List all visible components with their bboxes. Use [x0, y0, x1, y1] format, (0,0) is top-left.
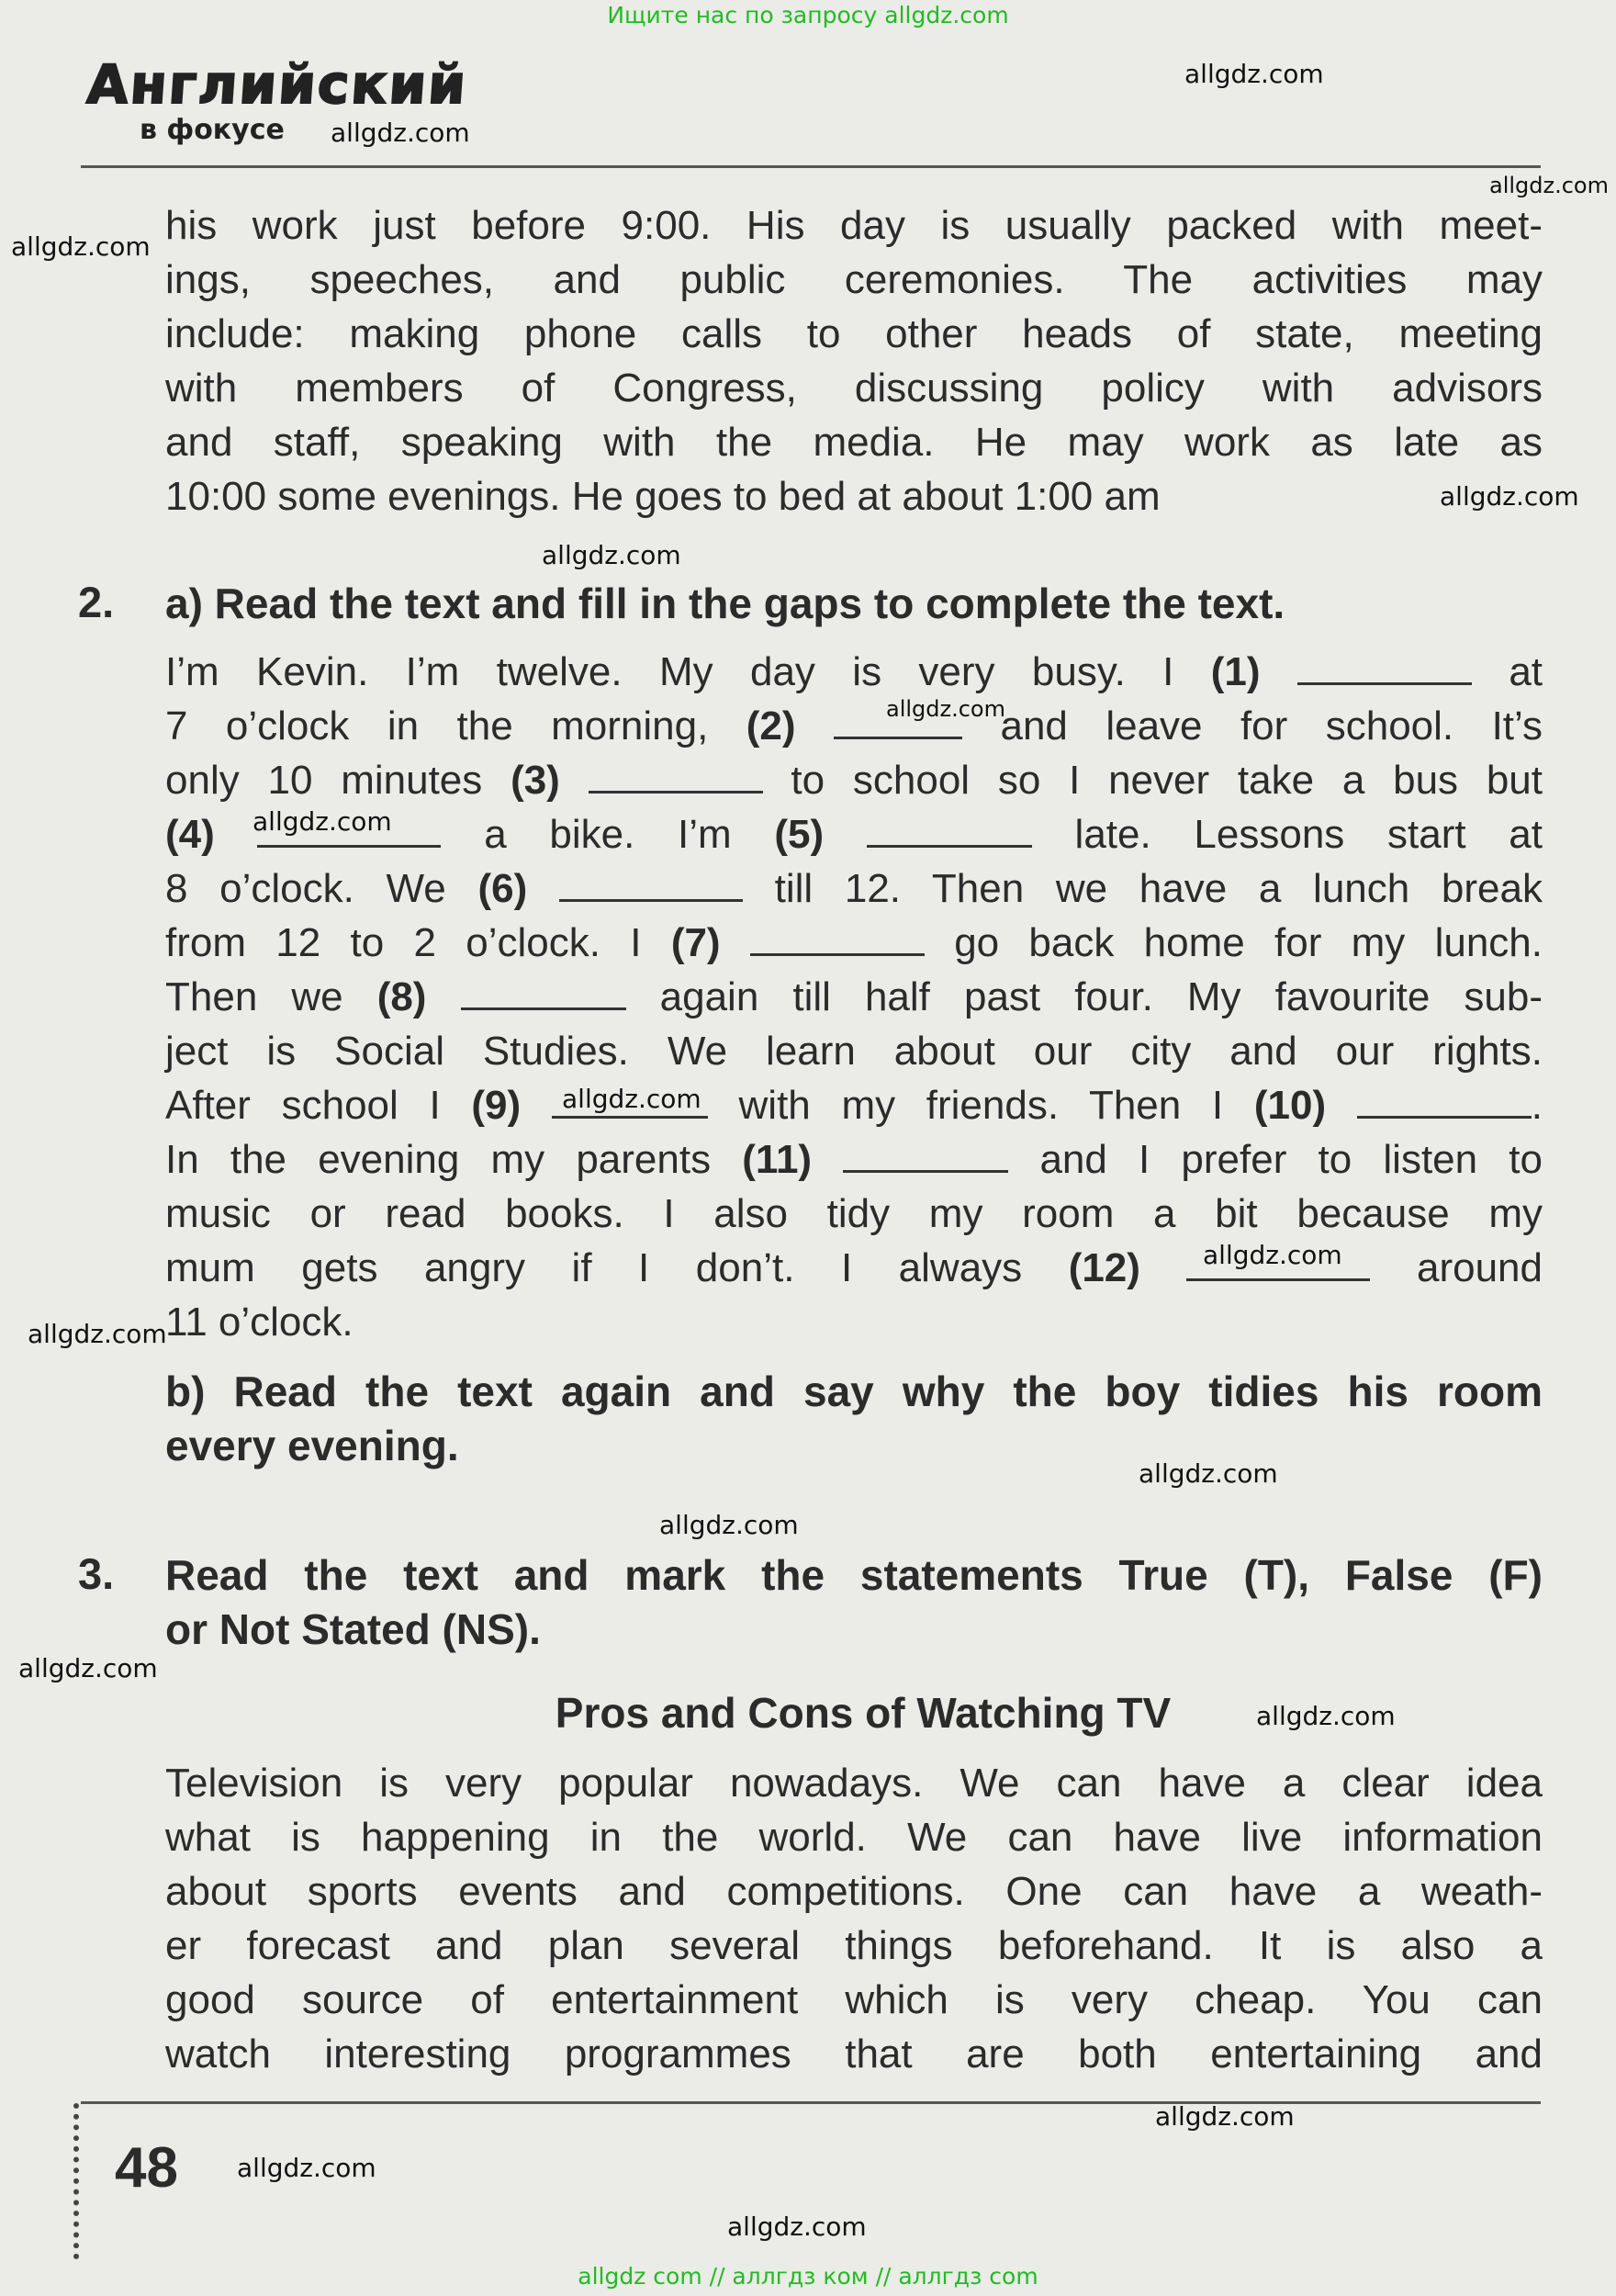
watermark: allgdz.com [331, 118, 470, 148]
task-2a-instruction: a) Read the text and fill in the gaps to complete the text. [165, 580, 1285, 627]
text-line: and staff, speaking with the media. He may work as late as [165, 420, 1543, 465]
task-2b-instruction: every evening. [165, 1422, 459, 1469]
text-line: Then we (8) again till half past four. My favourite sub- [165, 970, 1543, 1024]
page-number: 48 [115, 2136, 178, 2200]
watermark: allgdz.com [1256, 1701, 1396, 1731]
text-line: Television is very popular nowadays. We can have a clear idea [165, 1761, 1543, 1806]
bottom-watermark-banner[interactable]: allgdz com // аллгдз ком // аллгдз com [578, 2263, 1038, 2290]
textbook-logo: Английский [84, 53, 470, 116]
text-line: what is happening in the world. We can have live information [165, 1815, 1543, 1860]
answer-gap-1[interactable] [1297, 646, 1472, 685]
text-line: After school I (9) with my friends. Then I (10) . [165, 1078, 1543, 1132]
watermark: allgdz.com [28, 1319, 167, 1349]
text-line: about sports events and competitions. One can have a weath- [165, 1869, 1543, 1914]
answer-gap-11[interactable] [843, 1133, 1008, 1173]
answer-gap-8[interactable] [461, 971, 626, 1010]
watermark: allgdz.com [542, 540, 681, 570]
reading-paragraph [165, 1756, 1543, 2081]
footer-dotted-rule [73, 2103, 79, 2259]
text-line: (4) a bike. I’m (5) late. Lessons start at [165, 807, 1543, 861]
answer-gap-9[interactable] [552, 1079, 708, 1119]
text-line: 7 o’clock in the morning, (2) and leave for school. It’s [165, 699, 1543, 753]
text-line: 11 o’clock. [165, 1300, 354, 1345]
answer-gap-7[interactable] [750, 917, 925, 956]
answer-gap-3[interactable] [589, 754, 763, 793]
text-line: er forecast and plan several things beforehand. It is also a [165, 1923, 1543, 1968]
text-line: I’m Kevin. I’m twelve. My day is very busy. I (1) at [165, 645, 1543, 699]
text-line: 10:00 some evenings. He goes to bed at about 1:00 am [165, 474, 1161, 519]
watermark: allgdz.com [1440, 481, 1579, 512]
text-line: his work just before 9:00. His day is usually packed with meet- [165, 203, 1543, 248]
answer-gap-5[interactable] [867, 808, 1032, 848]
answer-gap-10[interactable] [1357, 1079, 1532, 1119]
textbook-logo-subtitle: в фокусе [140, 114, 285, 146]
text-line: include: making phone calls to other heads of state, meeting [165, 311, 1543, 356]
watermark: allgdz.com [252, 806, 392, 837]
task-3-instruction: or Not Stated (NS). [165, 1605, 541, 1653]
watermark: allgdz.com [659, 1510, 799, 1540]
task-3-instruction: Read the text and mark the statements True (T), False (F) [165, 1551, 1543, 1599]
text-line: from 12 to 2 o’clock. I (7) go back home for my lunch. [165, 916, 1543, 970]
text-line: good source of entertainment which is very cheap. You can [165, 1977, 1543, 2022]
text-line: 8 o’clock. We (6) till 12. Then we have a lunch break [165, 861, 1543, 916]
task-2b-instruction: b) Read the text again and say why the boy tidies his room [165, 1367, 1543, 1415]
text-line: ject is Social Studies. We learn about our city and our rights. [165, 1029, 1543, 1074]
answer-gap-12[interactable] [1186, 1242, 1370, 1281]
watermark: allgdz.com [1489, 173, 1609, 198]
reading-title: Pros and Cons of Watching TV [555, 1689, 1172, 1737]
watermark: allgdz.com [18, 1653, 158, 1683]
watermark: allgdz.com [562, 1084, 701, 1114]
answer-gap-2[interactable] [834, 700, 962, 739]
watermark: allgdz.com [1155, 2101, 1295, 2132]
answer-gap-4[interactable] [257, 808, 441, 848]
answer-gap-6[interactable] [559, 862, 743, 902]
text-line: music or read books. I also tidy my room a bit because my [165, 1191, 1543, 1236]
text-line: watch interesting programmes that are both entertaining and [165, 2032, 1543, 2077]
watermark: allgdz.com [237, 2153, 376, 2183]
watermark: allgdz.com [886, 696, 1005, 722]
watermark: allgdz.com [727, 2212, 867, 2242]
watermark: allgdz.com [1203, 1240, 1342, 1270]
top-watermark-banner[interactable]: Ищите нас по запросу allgdz.com [607, 2, 1009, 28]
intro-paragraph [165, 198, 1543, 523]
task-number: 3. [78, 1549, 115, 1598]
task-number: 2. [78, 578, 115, 626]
text-line: ings, speeches, and public ceremonies. The activities may [165, 257, 1543, 302]
header-divider [81, 165, 1541, 168]
text-line: only 10 minutes (3) to school so I never take a bus but [165, 753, 1543, 807]
footer-divider [81, 2101, 1541, 2104]
text-line: mum gets angry if I don’t. I always (12) around [165, 1241, 1543, 1295]
watermark: allgdz.com [11, 231, 151, 262]
watermark: allgdz.com [1184, 59, 1324, 89]
text-line: In the evening my parents (11) and I prefer to listen to [165, 1132, 1543, 1187]
text-line: with members of Congress, discussing policy with advisors [165, 366, 1543, 411]
watermark: allgdz.com [1139, 1458, 1278, 1489]
task-2-gap-text [165, 645, 1543, 1349]
